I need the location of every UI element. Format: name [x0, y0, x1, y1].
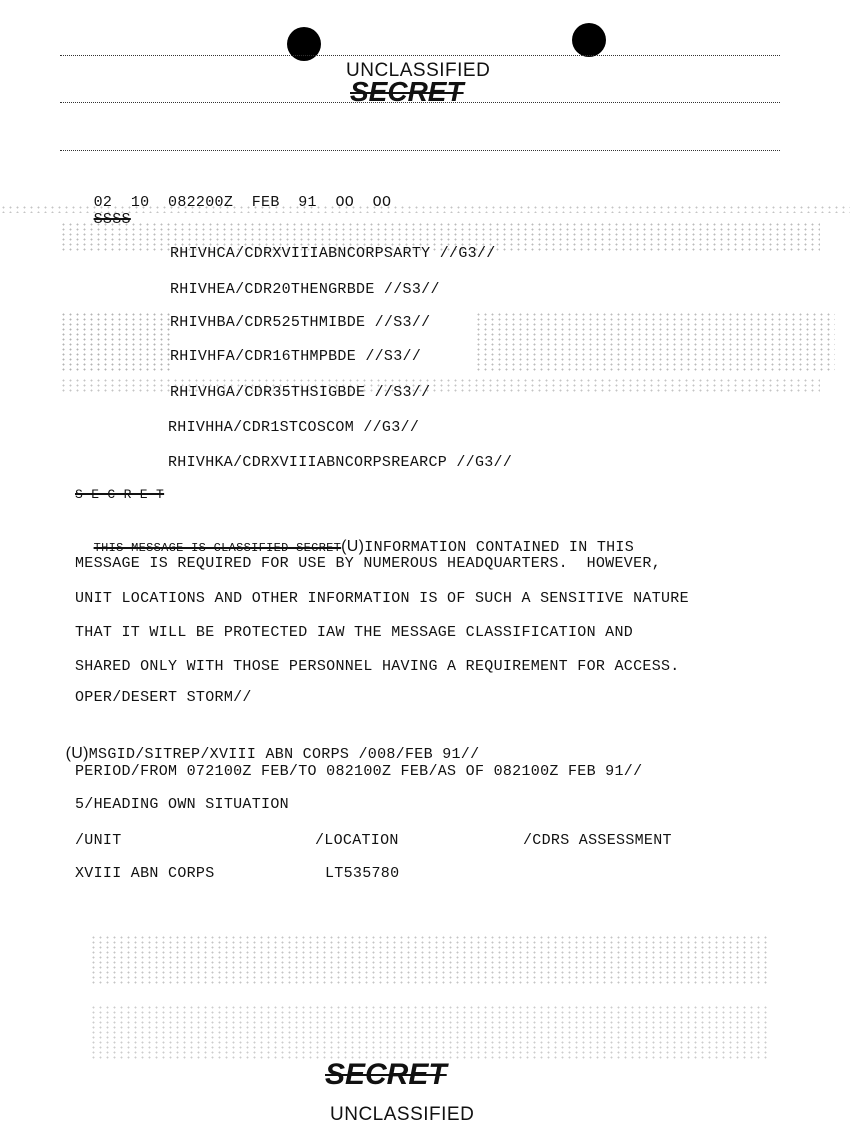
bottom-classification: UNCLASSIFIED — [330, 1104, 475, 1125]
table-cell-unit: XVIII ABN CORPS — [75, 865, 215, 882]
punch-hole-right — [572, 23, 606, 57]
body-line: INFORMATION CONTAINED IN THIS — [364, 539, 635, 556]
classified-struck: THIS MESSAGE IS CLASSIFIED SECRET — [93, 541, 342, 555]
routing-line: RHIVHEA/CDR20THENGRBDE //S3// — [170, 281, 440, 298]
noise-band — [60, 312, 170, 372]
msgid-line — [47, 728, 479, 763]
routing-line: RHIVHHA/CDR1STCOSCOM //G3// — [168, 419, 420, 436]
top-classification: UNCLASSIFIED — [346, 60, 491, 81]
noise-band — [0, 205, 850, 213]
top-rule-3 — [60, 150, 780, 151]
routing-line: RHIVHCA/CDRXVIIIABNCORPSARTY //G3// — [170, 245, 496, 262]
routing-line: RHIVHGA/CDR35THSIGBDE //S3// — [170, 384, 431, 401]
body-line: MESSAGE IS REQUIRED FOR USE BY NUMEROUS HEADQUARTERS. HOWEVER, — [75, 555, 661, 572]
u-marker: (U) — [341, 538, 365, 555]
routing-line: RHIVHBA/CDR525THMIBDE //S3// — [170, 314, 431, 331]
noise-band — [90, 935, 770, 985]
routing-line: RHIVHKA/CDRXVIIIABNCORPSREARCP //G3// — [168, 454, 513, 471]
bottom-classification-struck: SECRET — [325, 1058, 447, 1091]
body-line: UNIT LOCATIONS AND OTHER INFORMATION IS OF SUCH A SENSITIVE NATURE — [75, 590, 689, 607]
header-fields: 02 10 082200Z FEB 91 OO OO — [93, 194, 392, 211]
header-line — [75, 177, 391, 228]
body-line: THAT IT WILL BE PROTECTED IAW THE MESSAGE CLASSIFICATION AND — [75, 624, 634, 641]
secret-struck-line: S E C R E T — [75, 487, 165, 502]
table-cell-location: LT535780 — [325, 865, 400, 882]
table-header-location: /LOCATION — [315, 832, 399, 849]
header-struck-field: SSSS — [93, 211, 131, 228]
msgid-text: MSGID/SITREP/XVIII ABN CORPS /008/FEB 91// — [88, 746, 480, 763]
noise-band — [475, 312, 835, 372]
top-rule-1 — [60, 55, 780, 56]
table-header-assessment: /CDRS ASSESSMENT — [523, 832, 672, 849]
msgid-u-marker: (U) — [65, 745, 89, 762]
top-classification-struck: SECRET — [350, 76, 464, 107]
body-line: OPER/DESERT STORM// — [75, 689, 252, 706]
noise-band — [90, 1005, 770, 1060]
body-line: SHARED ONLY WITH THOSE PERSONNEL HAVING A REQUIREMENT FOR ACCESS. — [75, 658, 680, 675]
heading-line: 5/HEADING OWN SITUATION — [75, 796, 289, 813]
period-line: PERIOD/FROM 072100Z FEB/TO 082100Z FEB/AS OF 082100Z FEB 91// — [75, 763, 643, 780]
routing-line: RHIVHFA/CDR16THMPBDE //S3// — [170, 348, 422, 365]
table-header-unit: /UNIT — [75, 832, 122, 849]
body-first-line — [75, 521, 634, 556]
